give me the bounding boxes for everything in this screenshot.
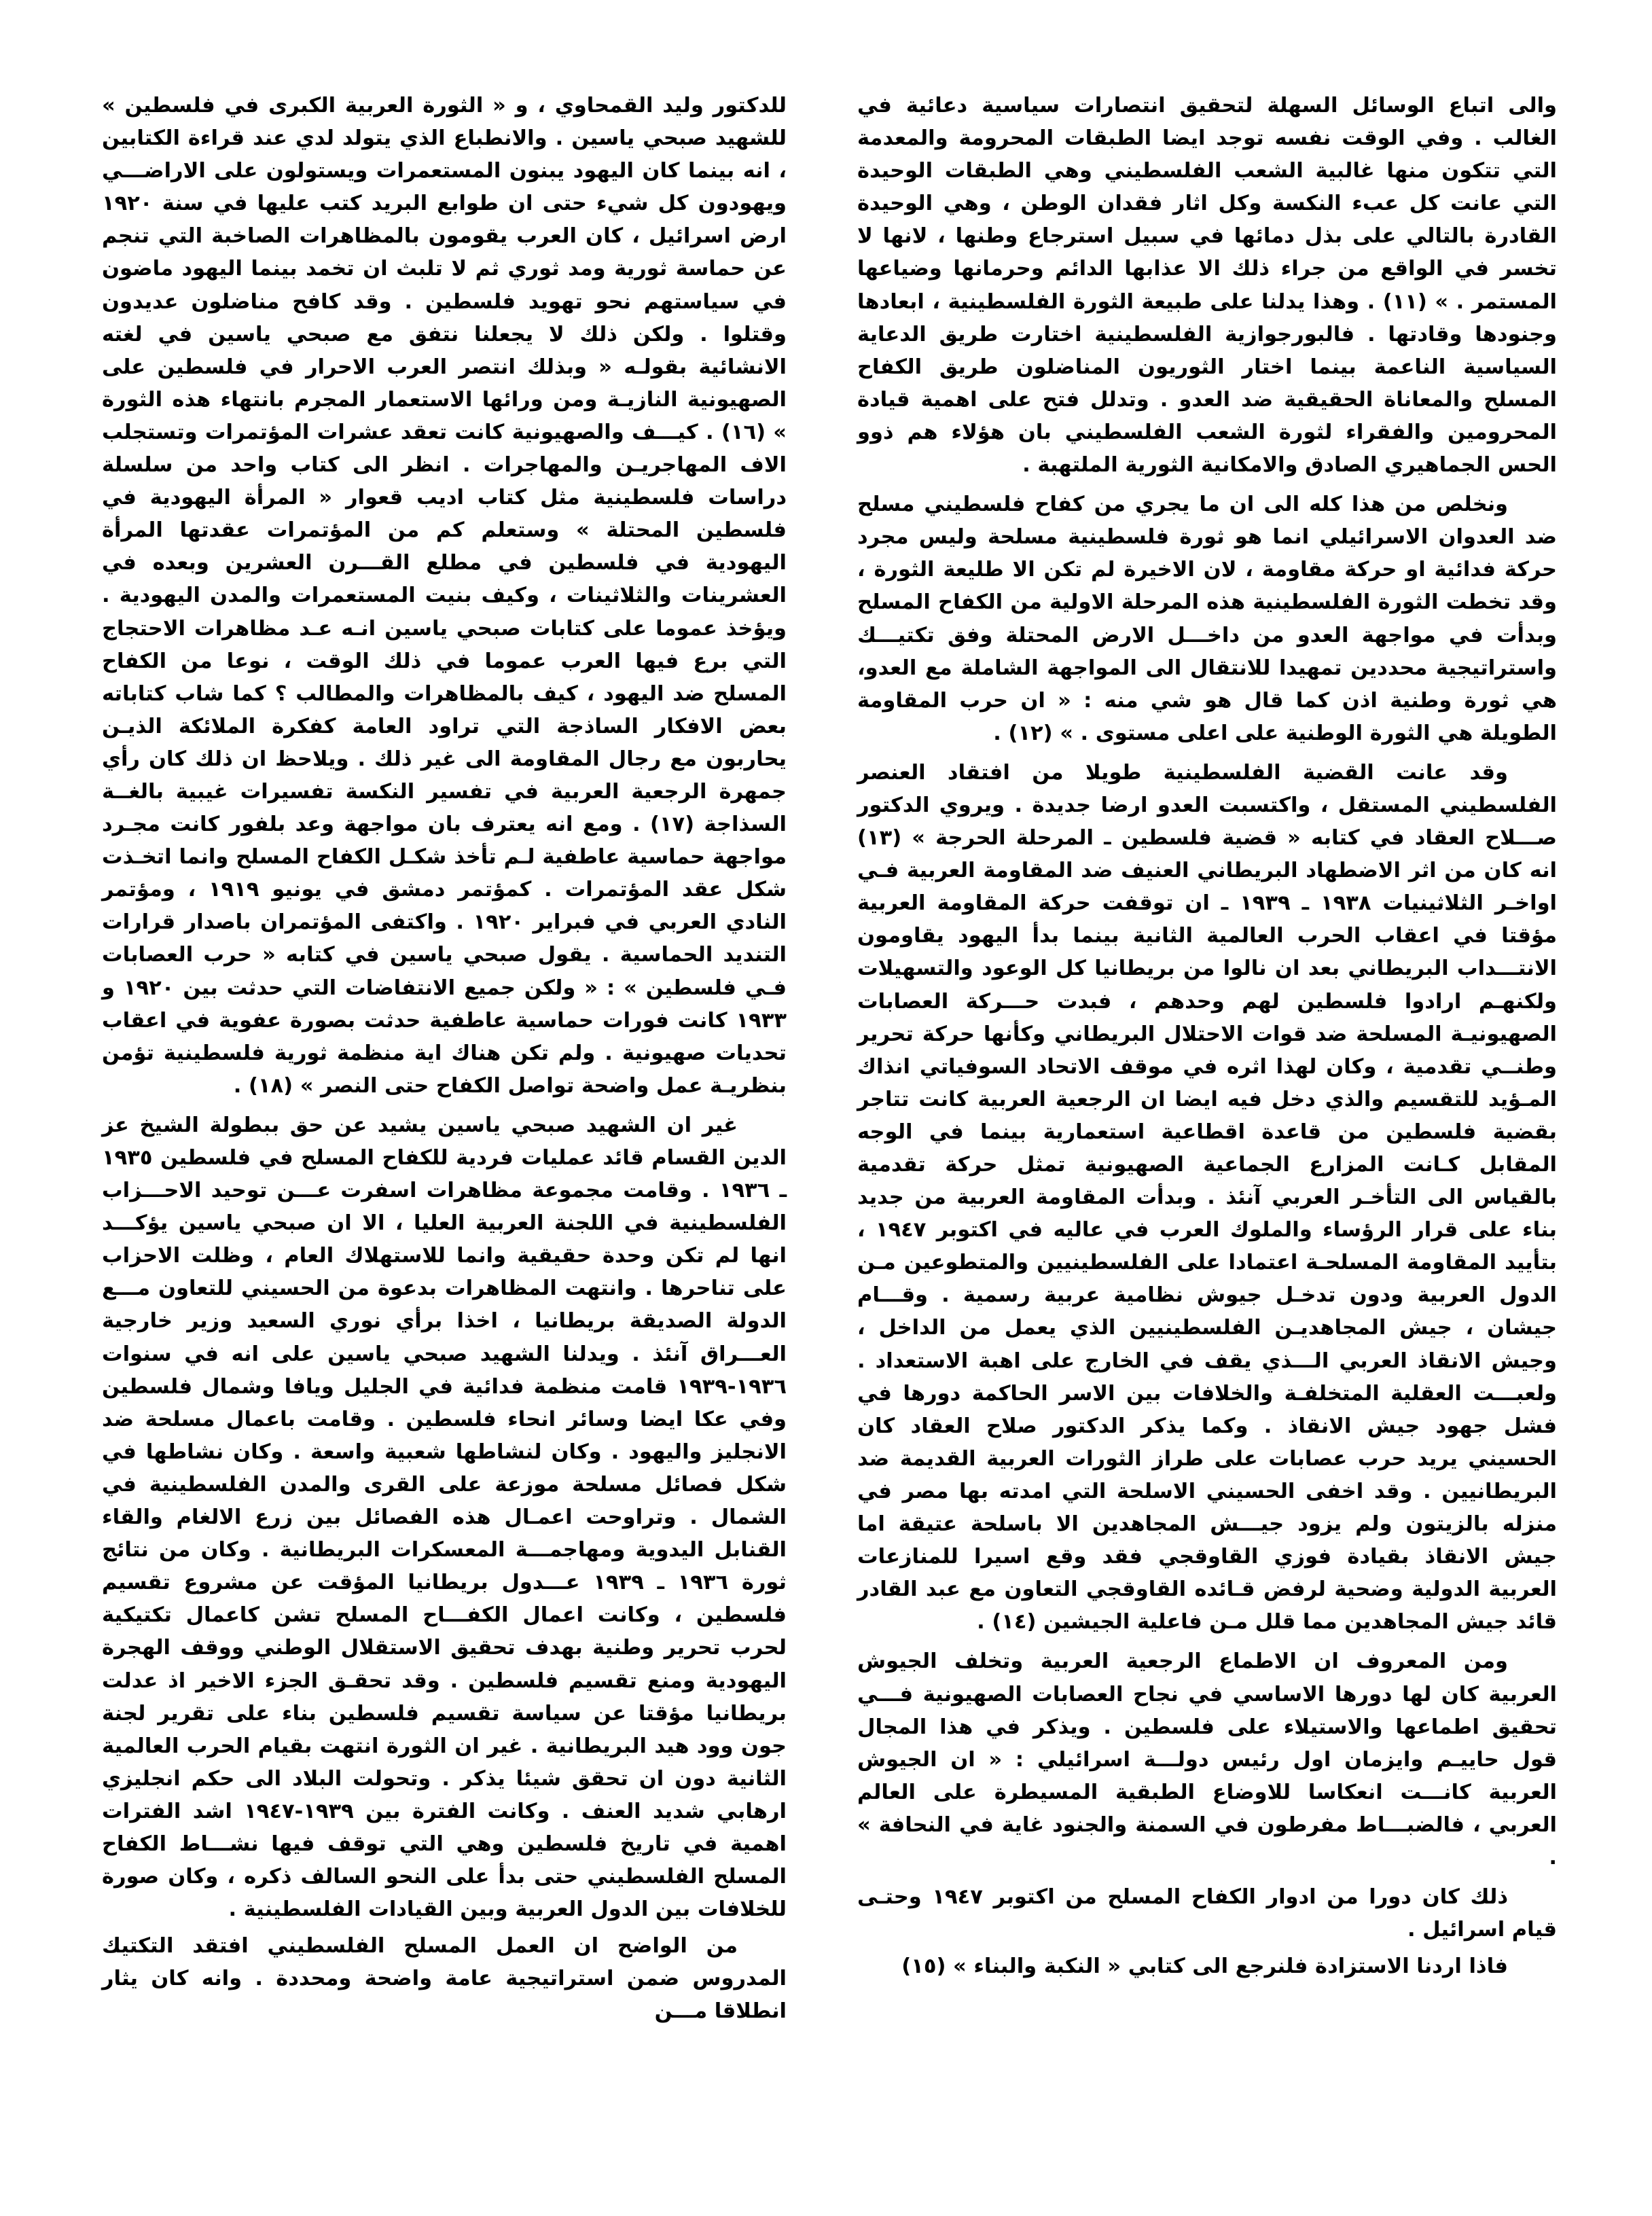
paragraph: من الواضح ان العمل المسلح الفلسطيني افتقد التكتيك المدروس ضمن استراتيجية عامة واضحة ومحددة . وانه كان يثار انطلاقا مـــن [102, 1934, 787, 2024]
paragraph: غير ان الشهيد صبحي ياسين يشيد عن حق ببطولة الشيخ عز الدين القسام قائد عمليات فردية للكفاح المسلح في فلسطين ١٩٣٥ ـ ١٩٣٦ . وقامت مجموعة مظاهرات اسفرت عـــن توحيد الاحـــزاب الفلسطينية في اللجنة العربية العليا ، الا ان صبحي ياسين يؤكـــد انها لم تكن وحدة حقيقية وانما للاستهلاك العام ، وظلت الاحزاب على تناحرها . وانتهت المظاهرات بدعوة من الحسيني للتعاون مـــع الدولة الصديقة بريطانيا ، اخذا برأي نوري السعيد وزير خارجية العـــراق آنئذ . ويدلنا الشهيد صبحي ياسين على انه في سنوات ١٩٣٦-١٩٣٩ قامت منظمة فدائية في الجليل ويافا وشمال فلسطين وفي عكا ايضا وسائر انحاء فلسطين . وقامت باعمال مسلحة ضد الانجليز واليهود . وكان لنشاطها شعبية واسعة . وكان نشاطها في شكل فصائل مسلحة موزعة على القرى والمدن الفلسطينية في الشمال . وتراوحت اعمـال هذه الفصائل بين زرع الالغام والقاء القنابل اليدوية ومهاجمـــة المعسكرات البريطانية . وكان من نتائج ثورة ١٩٣٦ ـ ١٩٣٩ عـــدول بريطانيا المؤقت عن مشروع تقسيم فلسطين ، وكانت اعمال الكفـــاح المسلح تشن كاعمال تكتيكية لحرب تحرير وطنية بهدف تحقيق الاستقلال الوطني ووقف الهجرة اليهودية ومنع تقسيم فلسطين . وقد تحقـق الجزء الاخير اذ عدلت بريطانيا مؤقتا عن سياسة تقسيم فلسطين بناء على تقرير لجنة جون وود هيد البريطانية . غير ان الثورة انتهت بقيام الحرب العالمية الثانية دون ان تحقق شيئا يذكر . وتحولت البلاد الى حكم انجليزي ارهابي شديد العنف . وكانت الفترة بين ١٩٣٩-١٩٤٧ اشد الفترات اهمية في تاريخ فلسطين وهي التي توقف فيها نشـــاط الكفاح المسلح الفلسطيني حتى بدأ على النحو السالف ذكره ، وكان صورة للخلافات بين الدول العربية وبين القيادات الفلسطينية . [102, 1113, 787, 1922]
paragraph: للدكتور وليد القمحاوي ، و « الثورة العربية الكبرى في فلسطين » للشهيد صبحي ياسين . والانطباع الذي يتولد لدي عند قراءة الكتابين ، انه بينما كان اليهود يبنون المستعمرات ويستولون على الاراضـــي ويهودون كل شيء حتى ان طوابع البريد كتب عليها في سنة ١٩٢٠ ارض اسرائيل ، كان العرب يقومون بالمظاهرات الصاخبة التي تنجم عن حماسة ثورية ومد ثوري ثم لا تلبث ان تخمد بينما اليهود ماضون في سياستهم نحو تهويد فلسطين . وقد كافح مناضلون عديدون وقتلوا . ولكن ذلك لا يجعلنا نتفق مع صبحي ياسين في لغته الانشائية بقولـه « وبذلك انتصر العرب الاحرار في فلسطين على الصهيونية النازيـة ومن ورائها الاستعمار المجرم بانتهاء هذه الثورة » (١٦) . كيـــف والصهيونية كانت تعقد عشرات المؤتمرات وتستجلب الاف المهاجريـن والمهاجرات . انظر الى كتاب واحد من سلسلة دراسات فلسطينية مثل كتاب اديب قعوار « المرأة اليهودية في فلسطين المحتلة » وستعلم كم من المؤتمرات عقدتها المرأة اليهودية في فلسطين في مطلع القـــرن العشرين وبعده في العشرينات والثلاثينات ، وكيف بنيت المستعمرات والمدن اليهودية . ويؤخذ عموما على كتابات صبحي ياسين انـه عـد مظاهرات الاحتجاج التي برع فيها العرب عموما في ذلك الوقت ، نوعا من الكفاح المسلح ضد اليهود ، كيف بالمظاهرات والمطالب ؟ كما شاب كتاباته بعض الافكار الساذجة التي تراود العامة كفكرة الملائكة الذيـن يحاربون مع رجال المقاومة الى غير ذلك . ويلاحظ ان ذلك كان رأي جمهرة الرجعية العربية في تفسير النكسة تفسيرات غيبية بالغــة السذاجة (١٧) . ومع انه يعترف بان مواجهة وعد بلفور كانت مجـرد مواجهة حماسية عاطفية لـم تأخذ شكـل الكفاح المسلح وانما اتخـذت شكل عقد المؤتمرات . كمؤتمر دمشق في يونيو ١٩١٩ ، ومؤتمر النادي العربي في فبراير ١٩٢٠ . واكتفى المؤتمران باصدار قرارات التنديد الحماسية . يقول صبحي ياسين في كتابه « حرب العصابات فـي فلسطين » : « ولكن جميع الانتفاضات التي حدثت بين ١٩٢٠ و ١٩٣٣ كانت فورات حماسية عاطفية حدثت بصورة عفوية في اعقاب تحديات صهيونية . ولم تكن هناك اية منظمة ثورية فلسطينية تؤمن بنظريـة عمل واضحة تواصل الكفاح حتى النصر » (١٨) . [102, 94, 787, 1098]
paragraph: ومن المعروف ان الاطماع الرجعية العربية وتخلف الجيوش العربية كان لها دورها الاساسي في نجاح العصابات الصهيونية فـــي تحقيق اطماعها والاستيلاء على فلسطين . ويذكر في هذا المجال قول حاييـم وايزمان اول رئيس دولـــة اسرائيلي : « ان الجيوش العربية كانـــت انعكاسا للاوضاع الطبقية المسيطرة على العالم العربي ، فالضبـــاط مفرطون في السمنة والجنود غاية في النحافة » . [857, 1649, 1557, 1870]
paragraph: ونخلص من هذا كله الى ان ما يجري من كفاح فلسطيني مسلح ضد العدوان الاسرائيلي انما هو ثورة فلسطينية مسلحة وليس مجرد حركة فدائية او حركة مقاومة ، لان الاخيرة لم تكن الا طليعة الثورة ، وقد تخطت الثورة الفلسطينية هذه المرحلة الاولية من الكفاح المسلح وبدأت في مواجهة العدو من داخـــل الارض المحتلة وفق تكتيـــك واستراتيجية محددين تمهيدا للانتقال الى المواجهة الشاملة مع العدو، هي ثورة وطنية اذن كما قال هو شي منه : « ان حرب المقاومة الطويلة هي الثورة الوطنية على اعلى مستوى . » (١٢) . [857, 493, 1557, 745]
left-text-column [102, 90, 787, 2033]
paragraph: ذلك كان دورا من ادوار الكفاح المسلح من اكتوبر ١٩٤٧ وحتـى قيام اسرائيل . [857, 1885, 1557, 1942]
paragraph: فاذا اردنا الاستزادة فلنرجع الى كتابي « النكبة والبناء » (١٥) [901, 1954, 1508, 1979]
right-text-column [857, 90, 1557, 1987]
paragraph: وقد عانت القضية الفلسطينية طويلا من افتقاد العنصر الفلسطيني المستقل ، واكتسبت العدو ارضا جديدة . ويروي الدكتور صـــلاح العقاد في كتابه « قضية فلسطين ـ المرحلة الحرجة » (١٣) انه كان من اثر الاضطهاد البريطاني العنيف ضد المقاومة العربية فـي اواخـر الثلاثينيات ١٩٣٨ ـ ١٩٣٩ ـ ان توقفت حركة المقاومة العربية مؤقتا في اعقاب الحرب العالمية الثانية بينما بدأ اليهود يقاومون الانتـــداب البريطاني بعد ان نالوا من بريطانيا كل الوعود والتسهيلات ولكنهـم ارادوا فلسطين لهم وحدهم ، فبدت حـــركة العصابات الصهيونيـة المسلحة ضد قوات الاحتلال البريطاني وكأنها حركة تحرير وطنــي تقدمية ، وكان لهذا اثره في موقف الاتحاد السوفياتي انذاك المـؤيد للتقسيم والذي دخل فيه ايضا ان الرجعية العربية كانت تتاجر بقضية فلسطين من قاعدة اقطاعية استعمارية بينما في الوجه المقابل كـانت المزارع الجماعية الصهيونية تمثل حركة تقدمية بالقياس الى التأخـر العربي آنئذ . وبدأت المقاومة العربية من جديد بناء على قرار الرؤساء والملوك العرب في عاليه في اكتوبر ١٩٤٧ ، بتأييد المقاومة المسلحـة اعتمادا على الفلسطينيين والمتطوعين مـن الدول العربية ودون تدخـل جيوش نظامية عربية رسمية . وقـــام جيشان ، جيش المجاهديـن الفلسطينيين الذي يعمل من الداخل ، وجيش الانقاذ العربي الـــذي يقف في الخارج على اهبة الاستعداد . ولعبـــت العقلية المتخلفـة والخلافات بين الاسر الحاكمة دورها في فشل جهود جيش الانقاذ . وكما يذكر الدكتور صلاح العقاد كان الحسيني يريد حرب عصابات على طراز الثورات العربية القديمة ضد البريطانيين . وقد اخفى الحسيني الاسلحة التي امدته بها مصر في منزله بالزيتون ولم يزود جيـــش المجاهدين الا باسلحة عتيقة اما جيش الانقاذ بقيادة فوزي القاوقجي فقد وقع اسيرا للمنازعات العربية الدولية وضحية لرفض قـائده القاوقجي التعاون مع عبد القادر قائد جيش المجاهدين مما قلل مـن فاعلية الجيشين (١٤) . [857, 760, 1557, 1634]
paragraph: والى اتباع الوسائل السهلة لتحقيق انتصارات سياسية دعائية في الغالب . وفي الوقت نفسه توجد ايضا الطبقات المحرومة والمعدمة التي تتكون منها غالبية الشعب الفلسطيني وهي الطبقات الوحيدة التي عانت كل عبء النكسة وكل اثار فقدان الوطن ، وهي الوحيدة القادرة بالتالي على بذل دمائها في سبيل استرجاع وطنها ، لانها لا تخسر في الواقع من جراء ذلك الا عذابها الدائم وحرمانها وضياعها المستمر . » (١١) . وهذا يدلنا على طبيعة الثورة الفلسطينية ، ابعادها وجنودها وقادتها . فالبورجوازية الفلسطينية اختارت طريق الدعاية السياسية الناعمة بينما اختار الثوريون المناضلون طريق الكفاح المسلح والمعاناة الحقيقية ضد العدو . وتدلل فتح على اهمية قيادة المحرومين والفقراء لثورة الشعب الفلسطيني بان هؤلاء هم ذوو الحس الجماهيري الصادق والامكانية الثورية الملتهبة . [857, 94, 1557, 478]
